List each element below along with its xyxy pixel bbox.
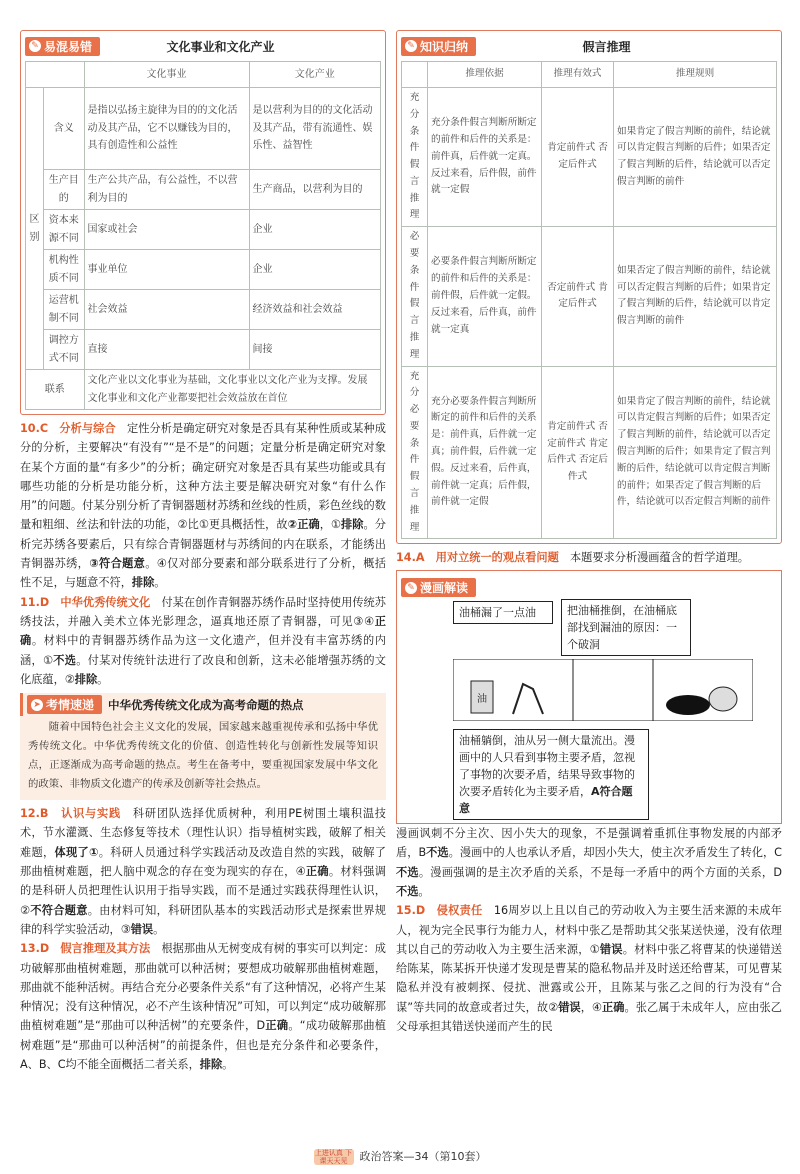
left-column xyxy=(20,30,386,1074)
culture-table: 文化事业 文化产业 区别 含义 是指以弘扬主旋律为目的的文化活动及其产品，它不以赚钱为目的，具有创造性和公益性 是以营利为目的的文化活动及其产品，带有流通性、娱乐性、益智性 生产目的 生产公共产品，有公益性，不以营利为目的 生产商品，以营利为目的 资本来源不同 国家或社会 企业 机构性质不同 事业单位 企业 运营机制不同 社会效益 经济效益和社会效益 调控方式不同 直接 间接 联系 文化产业以文化事业为基础，文化事业以文化产业为支撑。发展文化事业和文化产业都要把社会效益放在首位 xyxy=(25,61,381,410)
tag-icon: ✎ xyxy=(405,582,417,594)
publisher-logo: 上进认真 下课天天见 xyxy=(314,1149,353,1165)
confusion-title: 文化事业和文化产业 xyxy=(166,39,275,54)
knowledge-box xyxy=(396,30,782,544)
comic-bubble-2: 把油桶推倒，在油桶底部找到漏油的原因：一个破洞 xyxy=(561,599,691,656)
answer-14: 漫画讽刺不分主次、因小失大的现象，不是强调着重抓住事物发展的内部矛盾，B不选。漫画中的人也承认矛盾，却因小失大，使主次矛盾发生了转化，C不选。漫画强调的是主次矛盾的关系，不是每一矛盾中的两个方面的关系，D不选。 xyxy=(396,827,782,898)
drum-label: 油 xyxy=(477,694,487,706)
comic-bubble-3: 油桶躺倒，油从另一侧大量流出。漫画中的人只看到事物主要矛盾，忽视了事物的次要矛盾，结果导致事物的次要矛盾转化为主要矛盾，A符合题意 xyxy=(453,729,649,820)
exam-trend-text: 随着中国特色社会主义文化的发展，国家越来越重视传承和弘扬中华优秀传统文化。中华优秀传统文化的价值、创造性转化与创新性发展等知识点，正逐渐成为高考命题的热点。考生在备考中，要重视国家发展中华文化的政策、非物质文化遗产的传承及创新等社会热点。 xyxy=(20,716,386,800)
answer-13: 13.D 假言推理及其方法 根据那曲从无树变成有树的事实可以判定：成功破解那曲植树难题，那曲就可以种活树；要想成功破解那曲植树难题，那曲就不能种活树。再结合充分必要条件关系“有了这种情况，必将产生某种情况；没有这种情况，必不产生该种情况”可知，可以判定“成功破解那曲植树难题”是“那曲可以种活树”的充要条件，D正确。“成功破解那曲植树难题”是“那曲可以种活树”的前提条件，但也是充分条件和必要条件，A、B、C均不能全面概括二者关系，排除。 xyxy=(20,942,386,1072)
comic-tag: ✎ 漫画解读 xyxy=(401,578,476,597)
confusion-tag: ✎ 易混易错 xyxy=(25,37,100,56)
page-footer xyxy=(0,1148,800,1165)
comic-drawing xyxy=(453,659,753,721)
answer-14-intro: 14.A 用对立统一的观点看问题 本题要求分析漫画蕴含的哲学道理。 xyxy=(396,551,749,565)
exam-trend-box xyxy=(20,693,386,800)
knowledge-tag: ✎ 知识归纳 xyxy=(401,37,476,56)
exam-trend-title: 中华优秀传统文化成为高考命题的热点 xyxy=(108,697,304,712)
comic-box xyxy=(396,570,782,825)
answer-10: 10.C 分析与综合 定性分析是确定研究对象是否具有某种性质或某种成分的分析，主要解决“有没有”“是不是”的问题；定量分析是确定研究对象在某个方面的量“有多少”的分析；确定研究对象是否具有某些功能或具有哪些功能的分析是功能分析，这种方法主要是解决研究对象“有什么作用”的问题。付某分别分析了青铜器题材苏绣和丝线的性质，彩色丝线的数量和粗细、丝法和针法的功能，②比①更具概括性，故②正确，①排除。分析完苏绣各要素后，只有综合青铜器题材与苏绣间的内在联系，才能绣出青铜器苏绣，③符合题意。④仅对部分要素和部分联系进行了分析，概括性不足，与题意不符，排除。 xyxy=(20,422,386,590)
trend-icon: ➤ xyxy=(31,699,43,711)
reasoning-table: 推理依据 推理有效式 推理规则 充分条件假言推理 充分条件假言判断所断定的前件和后件的关系是：前件真，后件就一定真。反过来看，后件假，前件就一定假 肯定前件式 否定后件式 如果肯定了假言判断的前件，结论就可以肯定假言判断的后件；如果否定了假言判断的后件，结论就可以否定假言判断的前件 必要条件假言推理 必要条件假言判断所断定的前件和后件的关系是：前件假，后件就一定假。反过来看，后件真，前件就一定真 否定前件式 肯定后件式 如果否定了假言判断的前件，结论就可以否定假言判断的后件；如果肯定了假言判断的后件，结论就可以肯定假言判断的前件 充分必要条件假言推理 充分必要条件假言判断所断定的前件和后件的关系是：前件真，后件就一定真；前件假，后件就一定假。反过来看，后件真，前件就一定真；后件假，前件就一定假 肯定前件式 否定前件式 肯定后件式 否定后件式 如果肯定了假言判断的前件，结论就可以肯定假言判断的后件；如果否定了假言判断的前件，结论就可以否定假言判断的后件；如果肯定了假言判断的后件，结论就可以肯定假言判断的前件；如果否定了假言判断的后件，结论就可以否定假言判断的前件 xyxy=(401,61,777,539)
exam-trend-tag: ➤ 考情速递 xyxy=(27,695,102,714)
tag-icon: ✎ xyxy=(405,40,417,52)
confusion-box xyxy=(20,30,386,415)
right-column xyxy=(396,30,782,1036)
page-number: 政治答案—34（第10套） xyxy=(359,1150,487,1163)
answer-12: 12.B 认识与实践 科研团队选择优质树种，利用PE树围土壤积温技术，节水灌溉、生态修复等技术（理性认识）指导植树实践，破解了相关难题，体现了①。科研人员通过科学实践活动及改造自然的实践，破解了那曲植树难题，把人脑中观念的存在变为现实的存在，④正确。材料强调的是科研人员把理性认识用于指导实践，而不是通过实践获得理性认识，②不符合题意。由材料可知，科研团队基本的实践活动形式是探索世界规律的科学实验活动，③错误。 xyxy=(20,807,386,936)
knowledge-title: 假言推理 xyxy=(582,39,631,54)
answer-11: 11.D 中华优秀传统文化 付某在创作青铜器苏绣作品时坚持使用传统苏绣技法，并融入美术立体光影理念，逼真地还原了青铜器，可见③④正确。材料中的青铜器苏绣作品为这一文化遗产，但并没有丰富苏绣的内涵，①不选。付某对传统针法进行了改良和创新，这未必能增强苏绣的文化底蕴，②排除。 xyxy=(20,595,386,686)
comic-panel xyxy=(401,597,777,819)
comic-bubble-1: 油桶漏了一点油 xyxy=(453,601,553,624)
answer-15: 15.D 侵权责任 16周岁以上且以自己的劳动收入为主要生活来源的未成年人，视为完全民事行为能力人，材料中张乙是帮助其父张某送快递，没有依理其以自己的劳动收入为主要生活来源，①错误。材料中张乙将曹某的快递错送给陈某，陈某拆开快递才发现是曹某的隐私物品并及时送还给曹某，可见曹某隐私并没有被刺探、侵扰、泄露或公开，且陈某与张乙之间的行为没有“合谋”等共同的故意或者过失，故②错误，④正确。张乙属于未成年人，应由张乙父母承担其错送快递而产生的民 xyxy=(396,904,782,1034)
tag-icon: ✎ xyxy=(29,40,41,52)
